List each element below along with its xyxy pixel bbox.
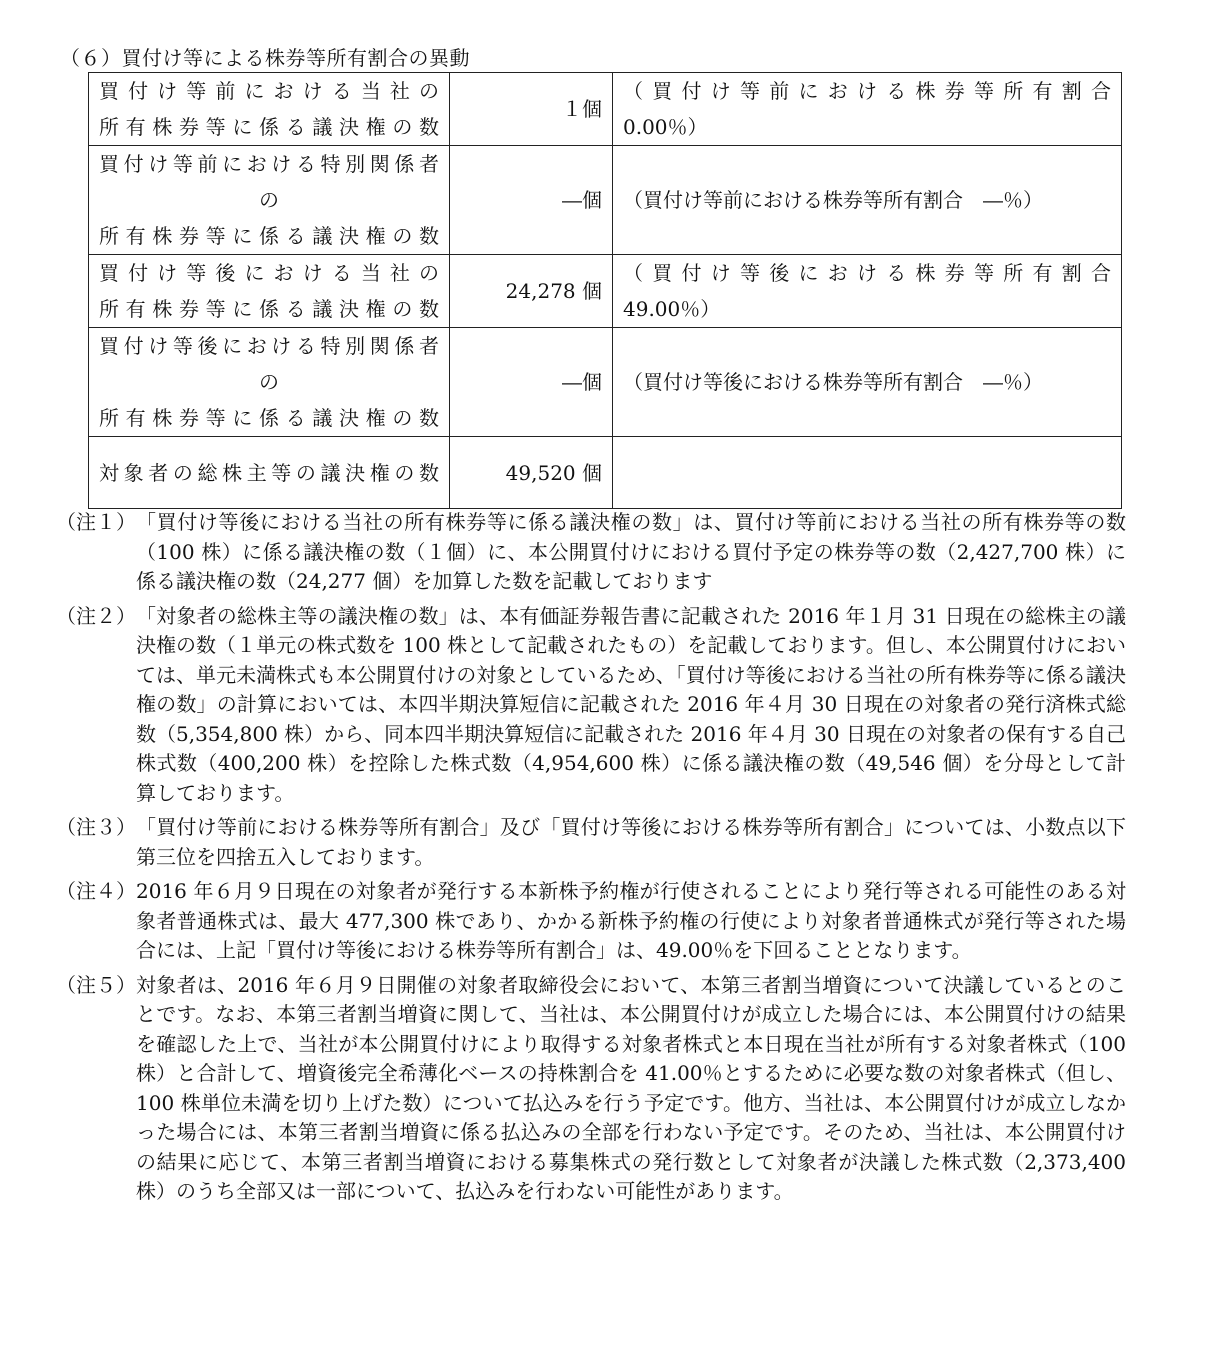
- note-text: 2016 年６月９日現在の対象者が発行する本新株予約権が行使されることにより発行等される可能性のある対象者普通株式は、最大 477,300 株であり、かかる新株予約権の行使により対象者普通株式が発行等された場合には、上記「買付け等後における株券等所有割合」は、49.00％を下回ることとなります。: [136, 879, 1126, 962]
- row-count: 49,520 個: [450, 437, 613, 509]
- note-label: （注１）: [56, 510, 136, 534]
- note-text: 「買付け等後における当社の所有株券等に係る議決権の数」は、買付け等前における当社の所有株券等の数（100 株）に係る議決権の数（１個）に、本公開買付けにおける買付予定の株券等の数（2,427,700 株）に係る議決権の数（24,277 個）を加算した数を記載しております: [136, 510, 1126, 593]
- row-label: 買付け等前における当社の 所有株券等に係る議決権の数: [89, 73, 450, 146]
- note-label: （注５）: [56, 972, 136, 997]
- row-count: ―個: [450, 146, 613, 255]
- row-count: 24,278 個: [450, 255, 613, 328]
- note-item: [56, 877, 1126, 966]
- note-item: [56, 508, 1126, 597]
- row-ratio: （買付け等前における株券等所有割合 ―％）: [613, 146, 1122, 255]
- note-item: [56, 971, 1126, 1207]
- note-text: 「買付け等前における株券等所有割合」及び「買付け等後における株券等所有割合」については、小数点以下第三位を四捨五入しております。: [136, 815, 1126, 869]
- note-text: 対象者は、2016 年６月９日開催の対象者取締役会において、本第三者割当増資について決議しているとのことです。なお、本第三者割当増資に関して、当社は、本公開買付けが成立した場合には、本公開買付けの結果を確認した上で、当社が本公開買付けにより取得する対象者株式と本日現在当社が所有する対象者株式（100 株）と合計して、増資後完全希薄化ベースの持株割合を 41.00％とするために必要な数の対象者株式（但し、100 株単位未満を切り上げた数）について払込みを行う予定です。他方、当社は、本公開買付けが成立しなかった場合には、本第三者割当増資に係る払込みの全部を行わない予定です。そのため、当社は、本公開買付けの結果に応じて、本第三者割当増資における募集株式の発行数として対象者が決議した株式数（2,373,400 株）のうち全部又は一部について、払込みを行わない可能性があります。: [136, 972, 1126, 1203]
- table-row: [89, 146, 1122, 255]
- note-label: （注４）: [56, 879, 136, 903]
- note-item: [56, 602, 1126, 809]
- table-row: [89, 328, 1122, 437]
- row-ratio-empty: [613, 437, 1122, 509]
- table-row: [89, 73, 1122, 146]
- row-ratio: （買付け等後における株券等所有割合 49.00％）: [613, 255, 1122, 328]
- note-label: （注２）: [56, 603, 136, 628]
- row-label: 買付け等後における当社の 所有株券等に係る議決権の数: [89, 255, 450, 328]
- table-row: [89, 437, 1122, 509]
- row-ratio: （買付け等後における株券等所有割合 ―％）: [613, 328, 1122, 437]
- voting-rights-table: [88, 72, 1122, 509]
- table-row: [89, 255, 1122, 328]
- row-count: ―個: [450, 328, 613, 437]
- row-count: １個: [450, 73, 613, 146]
- note-label: （注３）: [56, 815, 136, 839]
- note-text: 「対象者の総株主等の議決権の数」は、本有価証券報告書に記載された 2016 年１月 31 日現在の総株主の議決権の数（１単元の株式数を 100 株として記載されたもの）を記載しております。但し、本公開買付けにおいては、単元未満株式も本公開買付けの対象としているため、「買付け等後における当社の所有株券等に係る議決権の数」の計算においては、本四半期決算短信に記載された 2016 年４月 30 日現在の対象者の発行済株式総数（5,354,800 株）から、同本四半期決算短信に記載された 2016 年４月 30 日現在の対象者の保有する自己株式数（400,200 株）を控除した株式数（4,954,600 株）に係る議決権の数（49,546 個）を分母として計算しております。: [136, 603, 1126, 805]
- section-title: （６）買付け等による株券等所有割合の異動: [60, 46, 470, 70]
- note-item: [56, 813, 1126, 872]
- row-label: 対象者の総株主等の議決権の数: [89, 437, 450, 509]
- row-label: 買付け等前における特別関係者 の 所有株券等に係る議決権の数: [89, 146, 450, 255]
- row-label: 買付け等後における特別関係者 の 所有株券等に係る議決権の数: [89, 328, 450, 437]
- notes-list: [56, 508, 1126, 1212]
- row-ratio: （買付け等前における株券等所有割合 0.00％）: [613, 73, 1122, 146]
